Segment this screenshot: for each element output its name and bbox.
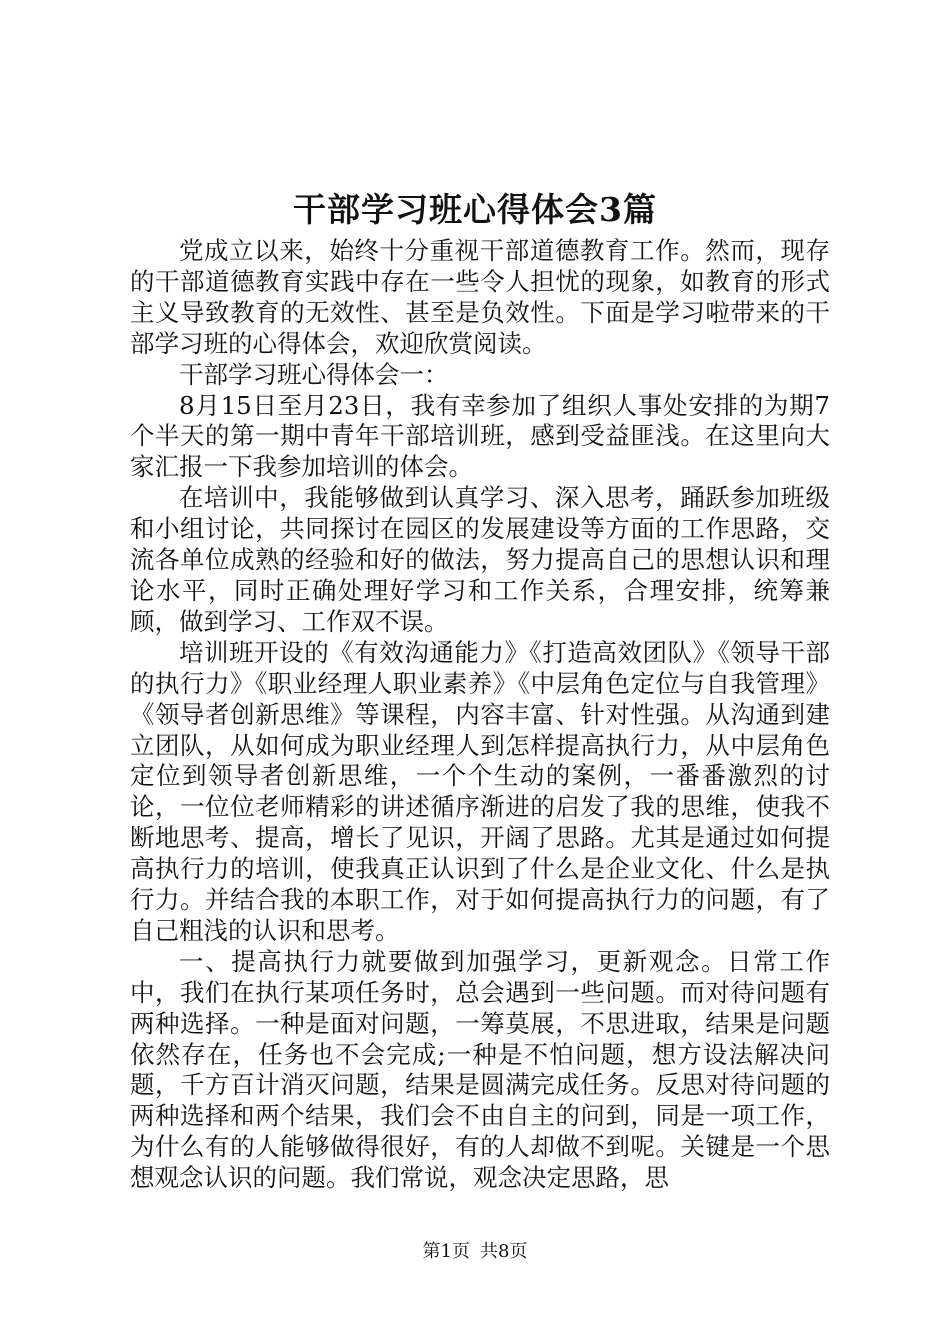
page-footer — [0, 1240, 950, 1264]
document-body — [130, 236, 830, 1194]
paragraph-point-one: 一、提高执行力就要做到加强学习，更新观念。日常工作中，我们在执行某项任务时，总会遇到一些问题。而对待问题有两种选择。一种是面对问题，一筹莫展，不思进取，结果是问题依然存在，任务也不会完成;一种是不怕问题，想方设法解决问题，千方百计消灭问题，结果是圆满完成任务。反思对待问题的两种选择和两个结果，我们会不由自主的问到，同是一项工作，为什么有的人能够做得很好，有的人却做不到呢。关键是一个思想观念认识的问题。我们常说，观念决定思路，思 — [130, 946, 830, 1193]
page-number: 第1页 — [422, 1241, 470, 1262]
paragraph-intro: 党成立以来，始终十分重视干部道德教育工作。然而，现存的干部道德教育实践中存在一些令人担忧的现象，如教育的形式主义导致教育的无效性、甚至是负效性。下面是学习啦带来的干部学习班的心得体会，欢迎欣赏阅读。 — [130, 236, 830, 358]
paragraph-courses: 培训班开设的《有效沟通能力》《打造高效团队》《领导干部的执行力》《职业经理人职业素养》《中层角色定位与自我管理》《领导者创新思维》等课程，内容丰富、针对性强。从沟通到建立团队，从如何成为职业经理人到怎样提高执行力，从中层角色定位到领导者创新思维，一个个生动的案例，一番番激烈的讨论，一位位老师精彩的讲述循序渐进的启发了我的思维，使我不断地思考、提高，增长了见识，开阔了思路。尤其是通过如何提高执行力的培训，使我真正认识到了什么是企业文化、什么是执行力。并结合我的本职工作，对于如何提高执行力的问题，有了自己粗浅的认识和思考。 — [130, 637, 830, 945]
document-title: 干部学习班心得体会3篇 — [293, 190, 657, 229]
paragraph-training-study: 在培训中，我能够做到认真学习、深入思考，踊跃参加班级和小组讨论，共同探讨在园区的发展建设等方面的工作思路，交流各单位成熟的经验和好的做法，努力提高自己的思想认识和理论水平，同时正确处理好学习和工作关系，合理安排，统筹兼顾，做到学习、工作双不误。 — [130, 483, 830, 636]
paragraph-section-heading: 干部学习班心得体会一： — [179, 359, 449, 389]
page-total: 共8页 — [480, 1241, 528, 1262]
paragraph-training-dates: 8月15日至月23日，我有幸参加了组织人事处安排的为期7个半天的第一期中青年干部培训班，感到受益匪浅。在这里向大家汇报一下我参加培训的体会。 — [130, 390, 830, 482]
